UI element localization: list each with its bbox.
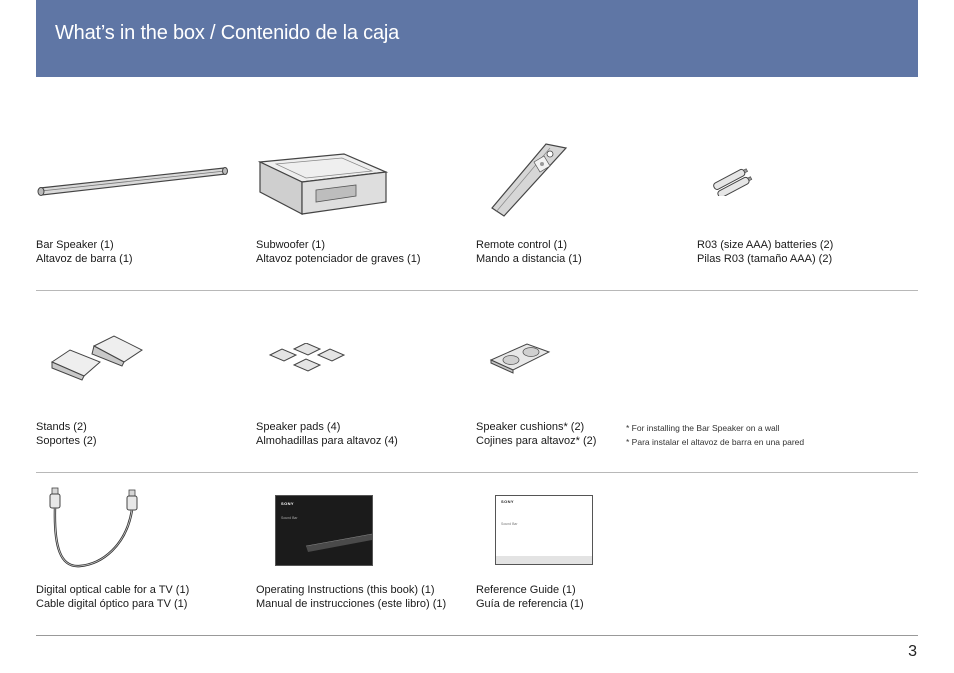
subwoofer-illustration [256, 152, 390, 218]
caption-speaker-cushions: Speaker cushions* (2) Cojines para altavoz* (2) [476, 421, 597, 447]
caption-speaker-pads: Speaker pads (4) Almohadillas para altavoz (4) [256, 421, 398, 447]
optical-cable-illustration [46, 486, 146, 572]
speaker-cushions-illustration [489, 340, 551, 374]
soundbar-photo [276, 496, 372, 565]
divider-row-2 [36, 472, 918, 473]
speaker-pads-illustration [268, 343, 348, 377]
cover-footer-band [496, 556, 592, 564]
page-header [36, 0, 918, 77]
bar-speaker-illustration [36, 160, 228, 204]
remote-control-illustration [488, 140, 570, 220]
operating-instructions-cover: SONY Sound Bar [275, 495, 373, 566]
caption-bar-speaker: Bar Speaker (1) Altavoz de barra (1) [36, 239, 133, 265]
caption-remote-control: Remote control (1) Mando a distancia (1) [476, 239, 582, 265]
stands-illustration [48, 332, 146, 382]
sony-logo: SONY [281, 501, 294, 506]
caption-operating-instructions: Operating Instructions (this book) (1) Manual de instrucciones (este libro) (1) [256, 584, 447, 610]
batteries-illustration [710, 168, 758, 196]
page-title: What’s in the box / Contenido de la caja [55, 22, 400, 44]
reference-guide-cover: SONY Sound Bar [495, 495, 593, 565]
caption-reference-guide: Reference Guide (1) Guía de referencia (1) [476, 584, 584, 610]
divider-row-1 [36, 290, 918, 291]
caption-batteries: R03 (size AAA) batteries (2) Pilas R03 (tamaño AAA) (2) [697, 239, 834, 265]
caption-optical-cable: Digital optical cable for a TV (1) Cable digital óptico para TV (1) [36, 584, 190, 610]
caption-subwoofer: Subwoofer (1) Altavoz potenciador de graves (1) [256, 239, 421, 265]
page-number: 3 [908, 643, 917, 660]
caption-stands: Stands (2) Soportes (2) [36, 421, 97, 447]
divider-bottom [36, 635, 918, 636]
footnote: * For installing the Bar Speaker on a wall * Para instalar el altavoz de barra en una pared [626, 423, 805, 447]
sony-logo: SONY [501, 499, 514, 504]
